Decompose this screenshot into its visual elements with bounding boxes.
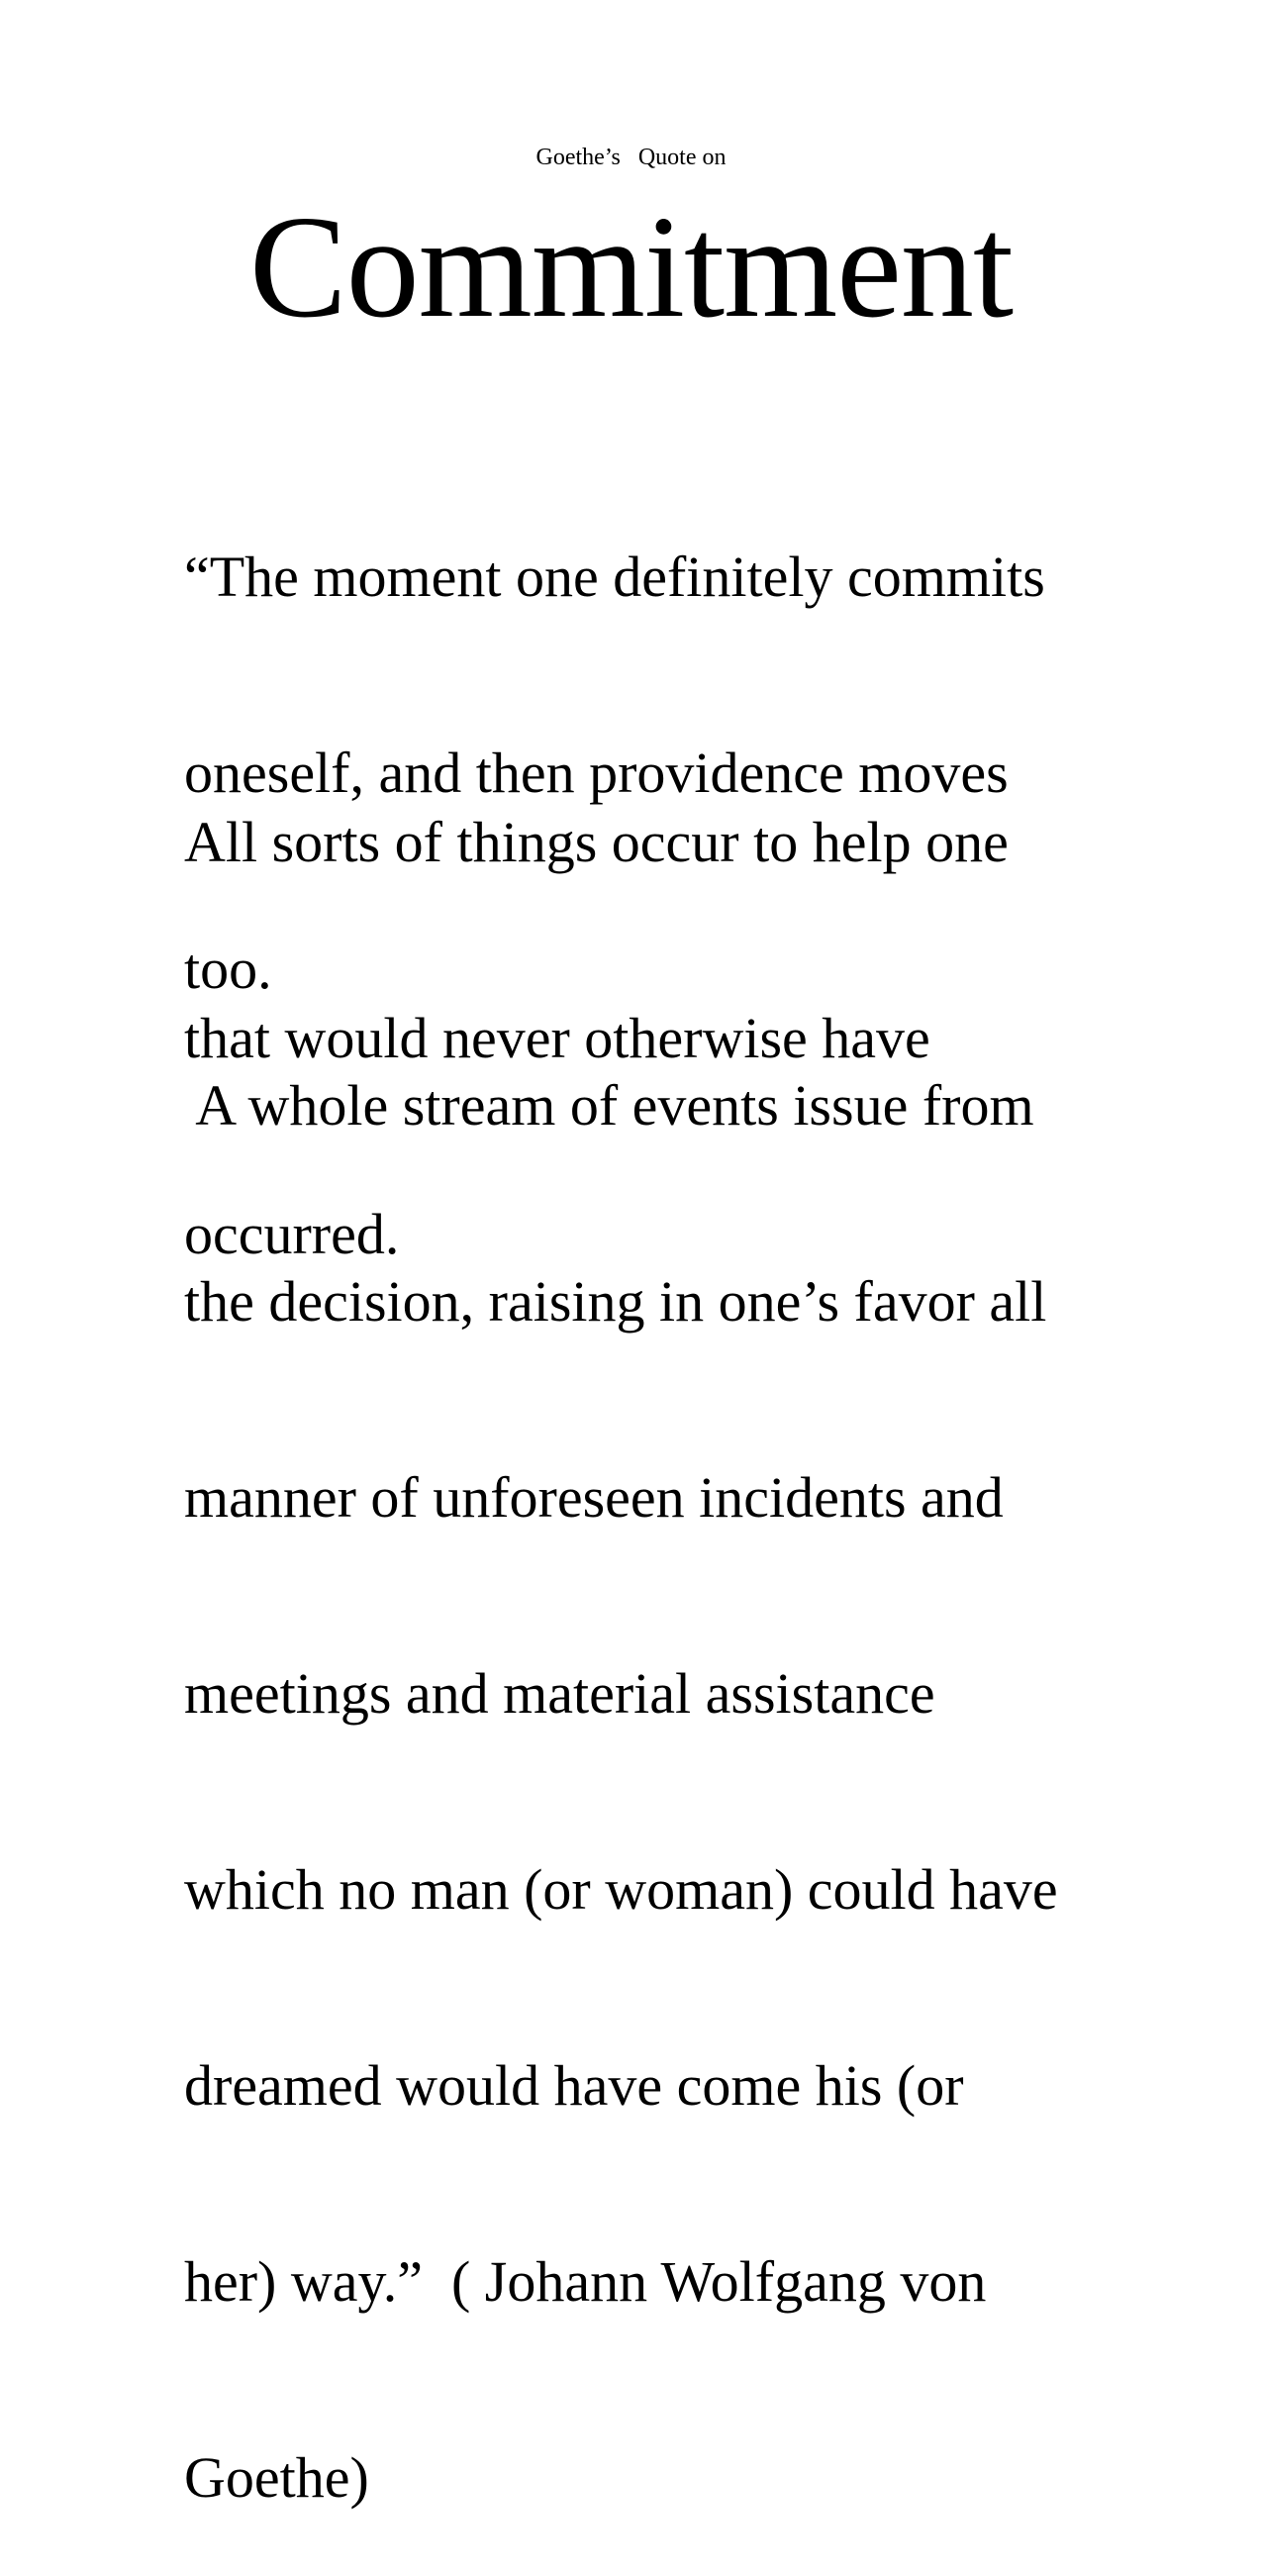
quote-line: that would never otherwise have (184, 1006, 930, 1070)
quote-line: her) way.” ( Johann Wolfgang von (184, 2249, 987, 2314)
quote-line: oneself, and then providence moves (184, 741, 1009, 805)
quote-line: occurred. (184, 1202, 400, 1266)
quote-line: which no man (or woman) could have (184, 1857, 1058, 1922)
page-subtitle: Goethe’s Quote on (535, 145, 727, 170)
quote-line: the decision, raising in one’s favor all (184, 1269, 1047, 1334)
quote-line: All sorts of things occur to help one (184, 810, 1009, 874)
quote-line: manner of unforeseen incidents and (184, 1465, 1004, 1530)
quote-line: too. (184, 937, 272, 1001)
quote-line: “The moment one definitely commits (184, 545, 1045, 609)
quote-line: A whole stream of events issue from (184, 1073, 1034, 1138)
quote-line: dreamed would have come his (or (184, 2053, 964, 2118)
page-title: Commitment (248, 186, 1014, 348)
quote-paragraph-3 (184, 942, 1095, 2576)
quote-line: meetings and material assistance (184, 1661, 935, 1726)
quote-line: Goethe) (184, 2445, 369, 2510)
